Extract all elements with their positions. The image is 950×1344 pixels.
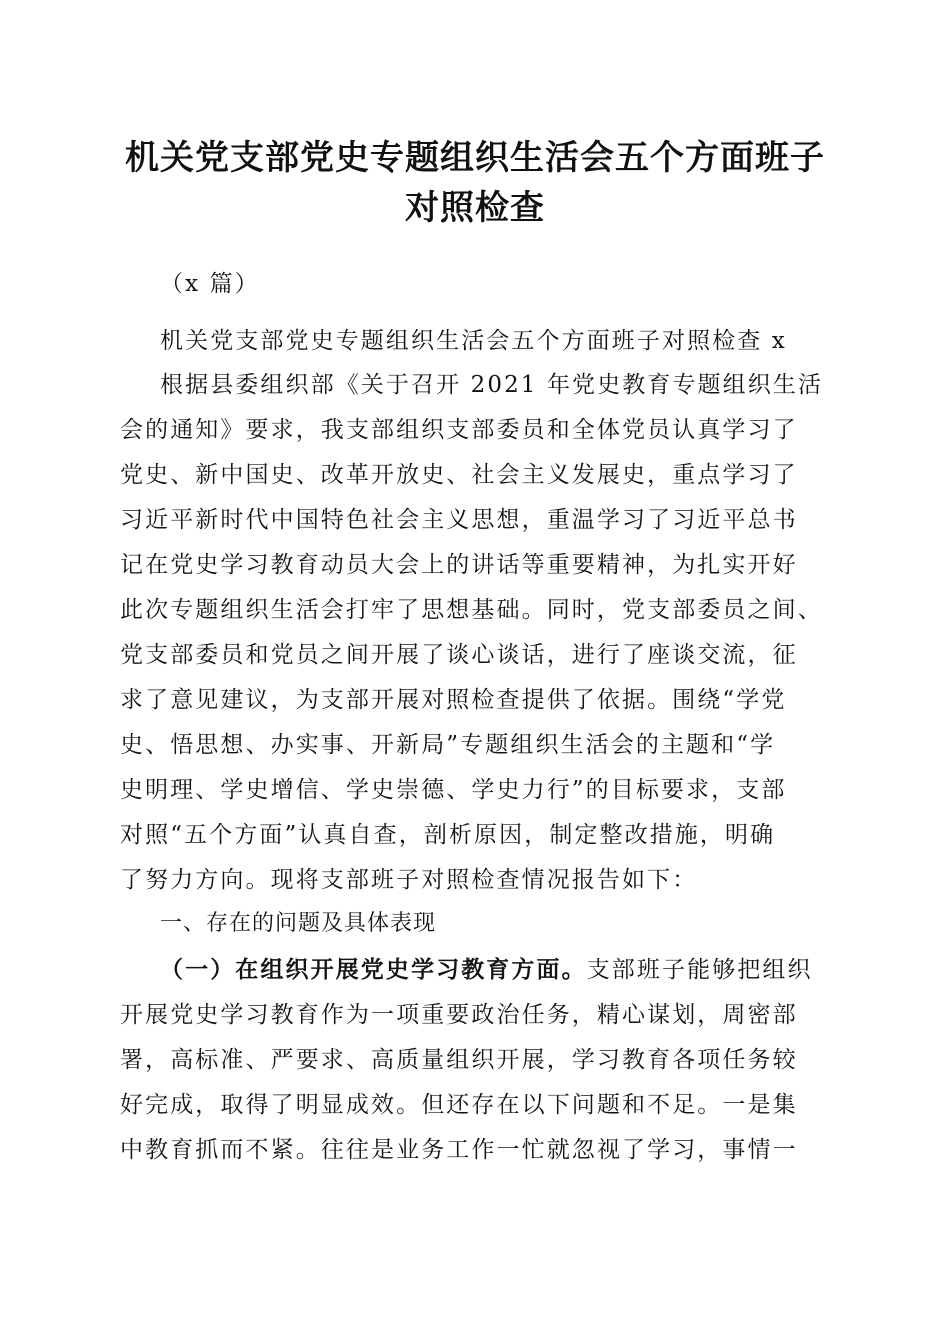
section-heading-1: 一、存在的问题及具体表现 — [160, 911, 437, 936]
intro-line: 根据县委组织部《关于召开 2021 年党史教育专题组织生活 — [160, 372, 824, 398]
intro-line: 党史、新中国史、改革开放史、社会主义发展史，重点学习了 — [120, 462, 798, 488]
subtitle: 机关党支部党史专题组织生活会五个方面班子对照检查 x — [160, 328, 787, 354]
intro-line: 了努力方向。现将支部班子对照检查情况报告如下： — [120, 867, 698, 893]
subsection-1-line: 开展党史学习教育作为一项重要政治任务，精心谋划，周密部 — [120, 1002, 798, 1028]
subsection-1-heading: （一）在组织开展党史学习教育方面。 — [160, 956, 587, 983]
intro-line: 党支部委员和党员之间开展了谈心谈话，进行了座谈交流，征 — [120, 642, 798, 668]
intro-line: 求了意见建议，为支部开展对照检查提供了依据。围绕“学党 — [120, 687, 787, 713]
intro-line: 记在党史学习教育动员大会上的讲话等重要精神，为扎实开好 — [120, 552, 798, 578]
intro-line: 对照“五个方面”认真自查，剖析原因，制定整改措施，明确 — [120, 822, 776, 848]
subsection-1-line: 好完成，取得了明显成效。但还存在以下问题和不足。一是集 — [120, 1092, 798, 1118]
subsection-1-line: 署，高标准、严要求、高质量组织开展，学习教育各项任务较 — [120, 1047, 798, 1073]
intro-line: 习近平新时代中国特色社会主义思想，重温学习了习近平总书 — [120, 507, 798, 533]
subsection-1-line: 中教育抓而不紧。往往是业务工作一忙就忽视了学习，事情一 — [120, 1137, 798, 1163]
document-title-line-1: 机关党支部党史专题组织生活会五个方面班子 — [125, 138, 825, 178]
subsection-1-first-line — [160, 950, 840, 990]
intro-line: 史、悟思想、办实事、开新局”专题组织生活会的主题和“学 — [120, 732, 776, 758]
intro-line: 此次专题组织生活会打牢了思想基础。同时，党支部委员之间、 — [120, 597, 823, 623]
article-count: （x 篇） — [160, 271, 260, 297]
subsection-1-text: 支部班子能够把组织 — [586, 957, 813, 983]
intro-line: 会的通知》要求，我支部组织支部委员和全体党员认真学习了 — [120, 417, 798, 443]
intro-line: 史明理、学史增信、学史崇德、学史力行”的目标要求，支部 — [120, 777, 787, 803]
document-title-line-2: 对照检查 — [405, 188, 545, 228]
